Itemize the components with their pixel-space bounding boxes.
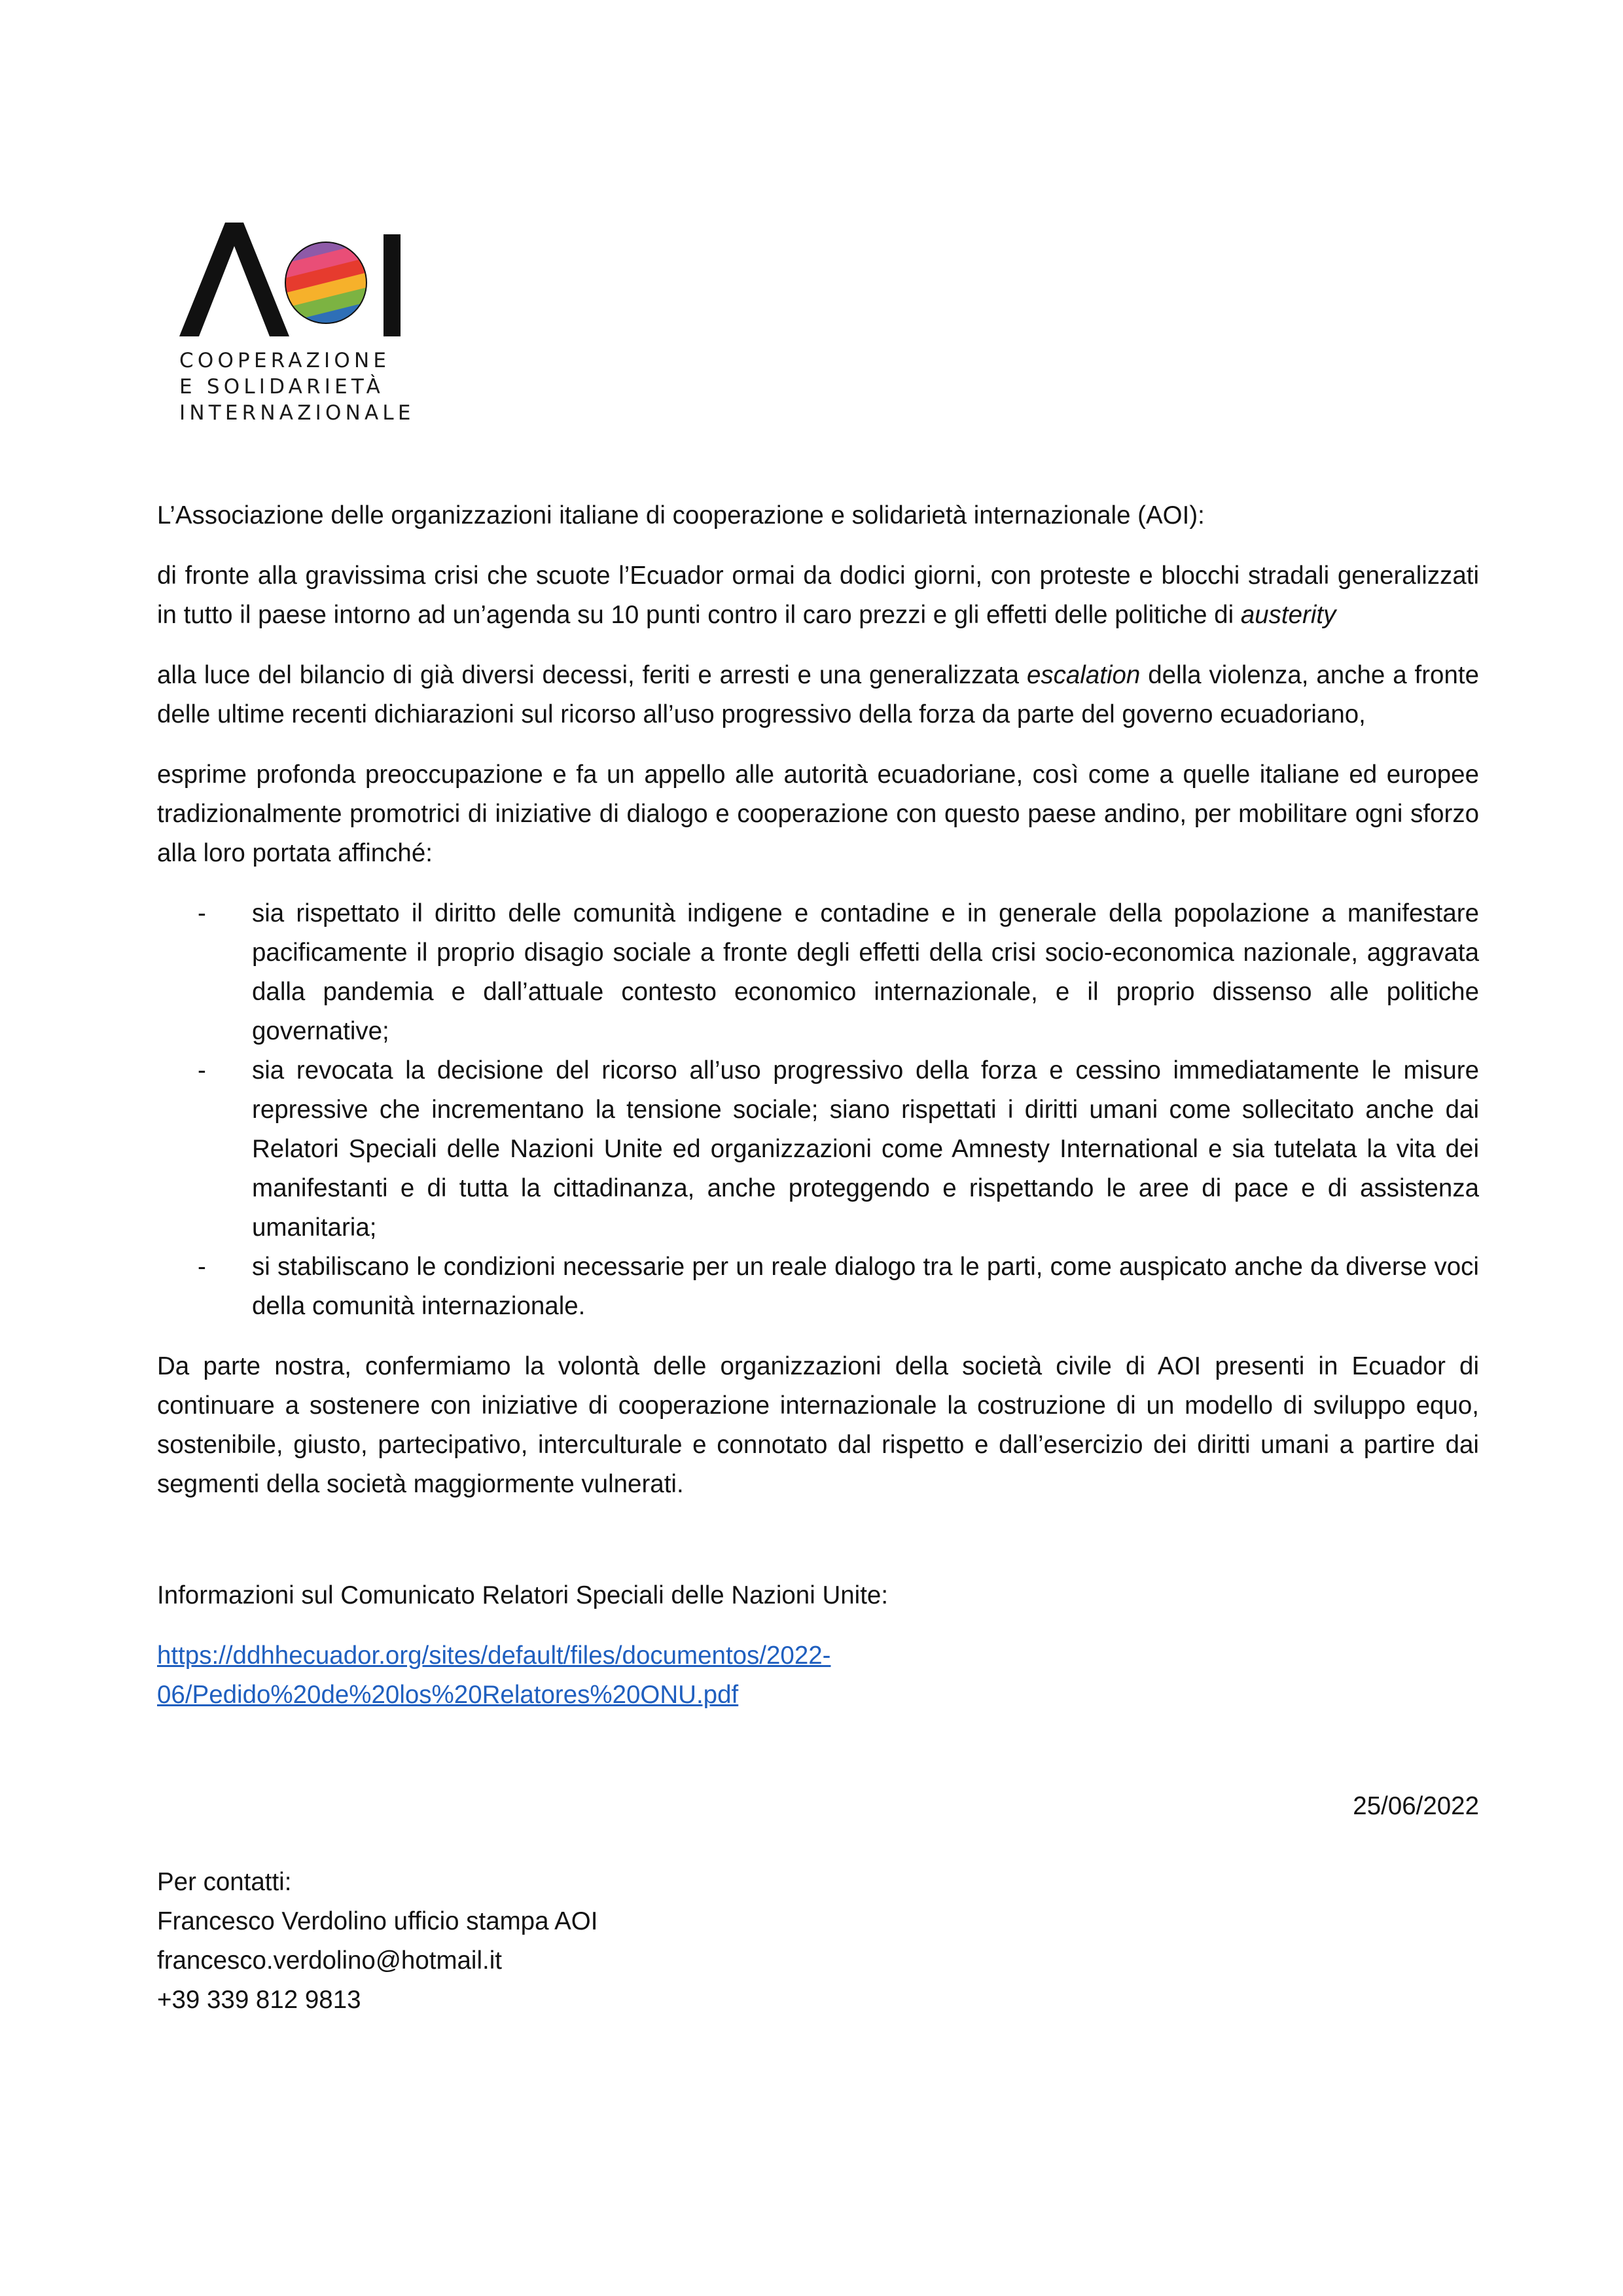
document-body bbox=[157, 496, 1479, 2020]
list-item bbox=[157, 1051, 1479, 1247]
paragraph-commitment: Da parte nostra, confermiamo la volontà delle organizzazioni della società civile di AOI presenti in Ecuador di continuare a sostenere con iniziative di cooperazione internazionale la costruzione di un modello di sviluppo equo, sostenibile, giusto, partecipativo, interculturale e connotato dal rispetto e dall’esercizio dei diritti umani a partire dai segmenti della società maggiormente vulnerati. bbox=[157, 1352, 1479, 1498]
aoi-logo-mark bbox=[177, 216, 412, 340]
bullet-dash: - bbox=[198, 1056, 206, 1085]
intro-line: L’Associazione delle organizzazioni italiane di cooperazione e solidarietà internazionale (AOI): bbox=[157, 501, 1205, 529]
bullet-dash: - bbox=[198, 899, 206, 927]
paragraph-crisis-text: di fronte alla gravissima crisi che scuote l’Ecuador ormai da dodici giorni, con proteste e blocchi stradali generalizzati in tutto il paese intorno ad un’agenda su 10 punti contro il caro prezzi e gli effetti delle politiche di bbox=[157, 562, 1479, 629]
demands-list bbox=[157, 894, 1479, 1326]
paragraph-escalation bbox=[157, 656, 1479, 734]
escalation-term: escalation bbox=[1026, 661, 1141, 689]
logo-tagline-1: COOPERAZIONE bbox=[179, 349, 391, 372]
paragraph-escalation-text-1: alla luce del bilancio di già diversi decessi, feriti e arresti e una generalizzata bbox=[157, 661, 1020, 689]
logo-tagline-2: E SOLIDARIETÀ bbox=[179, 375, 385, 399]
bullet-text: sia rispettato il diritto delle comunità indigene e contadine e in generale della popolazione a manifestare pacificamente il proprio disagio sociale a fronte degli effetti della crisi socio-economica nazionale, aggravata dalla pandemia e dall’attuale contesto economico internazionale, e il proprio dissenso alle politiche governative; bbox=[252, 899, 1479, 1045]
logo-tagline-3: INTERNAZIONALE bbox=[179, 401, 415, 425]
un-report-link[interactable] bbox=[157, 1636, 1479, 1715]
link-line-1[interactable]: https://ddhhecuador.org/sites/default/files/documentos/2022- bbox=[157, 1641, 831, 1670]
paragraph-crisis bbox=[157, 556, 1479, 635]
list-item bbox=[157, 1247, 1479, 1326]
contact-name: Francesco Verdolino ufficio stampa AOI bbox=[157, 1907, 598, 1935]
contact-email[interactable]: francesco.verdolino@hotmail.it bbox=[157, 1946, 502, 1975]
contacts-block bbox=[157, 1863, 1479, 2020]
info-label: Informazioni sul Comunicato Relatori Speciali delle Nazioni Unite: bbox=[157, 1581, 889, 1609]
contact-phone: +39 339 812 9813 bbox=[157, 1986, 361, 2014]
link-line-2[interactable]: 06/Pedido%20de%20los%20Relatores%20ONU.pdf bbox=[157, 1681, 739, 1709]
bullet-text: sia revocata la decisione del ricorso all’uso progressivo della forza e cessino immediatamente le misure repressive che incrementano la tensione sociale; siano rispettati i diritti umani come sollecitato anche dai Relatori Speciali delle Nazioni Unite ed organizzazioni come Amnesty International e sia tutelata la vita dei manifestanti e di tutta la cittadinanza, anche proteggendo e rispettando le aree di pace e di assistenza umanitaria; bbox=[252, 1056, 1479, 1242]
document-date: 25/06/2022 bbox=[1353, 1792, 1479, 1820]
austerity-term: austerity bbox=[1240, 601, 1336, 629]
list-item bbox=[157, 894, 1479, 1051]
aoi-logo bbox=[177, 216, 425, 432]
bullet-text: si stabiliscano le condizioni necessarie per un reale dialogo tra le parti, come auspicato anche da diverse voci della comunità internazionale. bbox=[252, 1253, 1479, 1320]
paragraph-escalation-text-2: della violenza, anche a fronte delle ultime recenti dichiarazioni sul ricorso all’uso progressivo della forza da parte del governo ecuadoriano, bbox=[157, 661, 1479, 728]
contacts-label: Per contatti: bbox=[157, 1868, 292, 1896]
bullet-dash: - bbox=[198, 1253, 206, 1281]
paragraph-appeal: esprime profonda preoccupazione e fa un appello alle autorità ecuadoriane, così come a quelle italiane ed europee tradizionalmente promotrici di iniziative di dialogo e cooperazione con questo paese andino, per mobilitare ogni sforzo alla loro portata affinché: bbox=[157, 761, 1479, 867]
